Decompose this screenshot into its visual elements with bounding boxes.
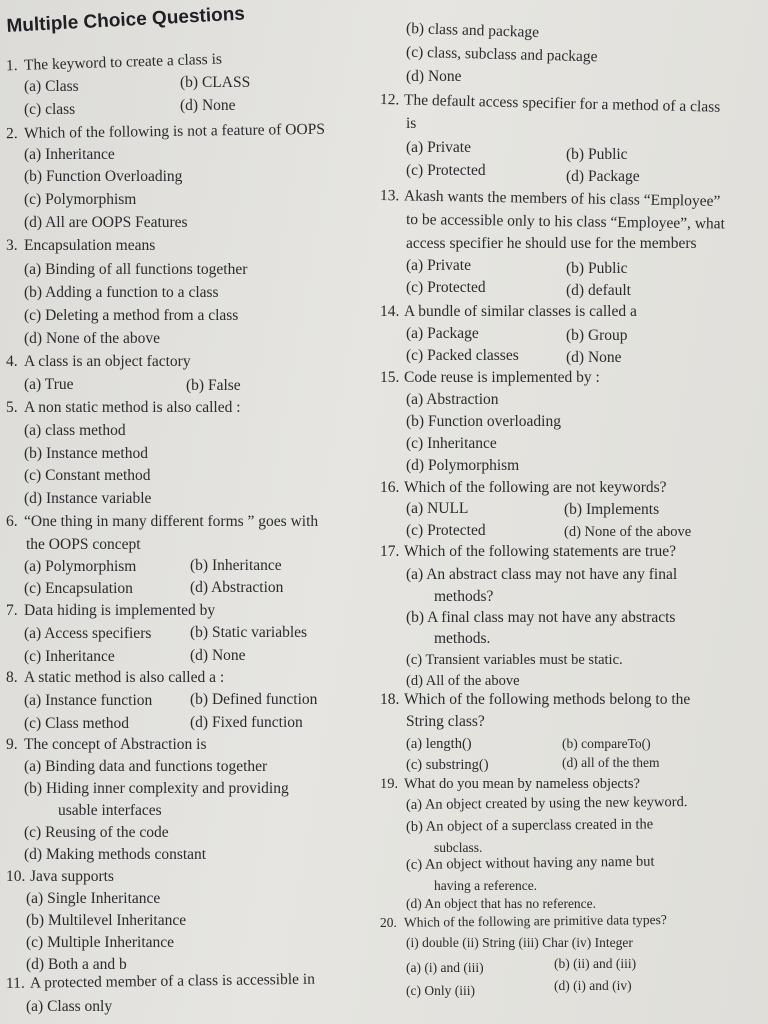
question-text: Java supports	[30, 868, 114, 885]
option-d: (d) None	[180, 97, 236, 114]
option-b: (b) Defined function	[190, 691, 318, 708]
question-6	[6, 511, 318, 533]
option-c: (c) Reusing of the code	[24, 824, 169, 841]
question-9	[6, 734, 207, 756]
question-text: “One thing in many different forms ” goes with	[24, 513, 319, 530]
question-16	[380, 477, 667, 499]
question-number: 19.	[380, 776, 399, 792]
option-a: (a) Single Inheritance	[26, 890, 161, 907]
option-b: (b) Public	[566, 260, 628, 277]
question-18	[380, 689, 690, 711]
question-text: A bundle of similar classes is called a	[404, 303, 637, 320]
option-d: (d) An object that has no reference.	[406, 896, 597, 911]
option-b: (b) A final class may not have any abstracts	[406, 609, 676, 626]
option-a: (a) An abstract class may not have any final	[406, 566, 678, 583]
question-number: 7.	[6, 602, 18, 619]
option-a: (a) True	[24, 376, 74, 393]
option-c: (c) Only (iii)	[406, 983, 475, 998]
option-c-continued: having a reference.	[434, 878, 538, 893]
option-a: (a) Abstraction	[406, 391, 499, 408]
q11-option-b: (b) class and package	[405, 19, 540, 42]
option-b-continued: subclass.	[434, 840, 483, 855]
option-b: (b) Implements	[564, 501, 660, 518]
q11-option-d: (d) None	[406, 68, 462, 85]
question-text: The keyword to create a class is	[23, 50, 223, 74]
question-number: 4.	[6, 353, 18, 370]
option-a: (a) (i) and (iii)	[406, 960, 484, 975]
question-number: 11.	[5, 974, 25, 992]
question-17	[380, 541, 676, 563]
option-c: (c) Class method	[24, 715, 130, 732]
option-c: (c) An object without having any name but	[405, 853, 655, 873]
option-a: (a) Polymorphism	[24, 558, 137, 575]
option-a: (a) Inheritance	[24, 146, 115, 163]
question-text: Akash wants the members of his class “Employee”	[403, 187, 721, 210]
option-b: (b) compareTo()	[562, 736, 651, 751]
question-number: 12.	[379, 91, 400, 109]
question-text: The concept of Abstraction is	[24, 736, 207, 753]
question-15	[380, 367, 600, 389]
option-a: (a) Binding of all functions together	[24, 261, 248, 278]
option-c: (c) Inheritance	[24, 648, 115, 665]
option-d: (d) None of the above	[24, 330, 161, 347]
question-number: 15.	[380, 369, 400, 386]
question-14	[380, 301, 637, 323]
option-a: (a) Package	[406, 325, 479, 342]
option-c: (c) Deleting a method from a class	[24, 307, 239, 324]
option-c: (c) Inheritance	[406, 435, 497, 452]
option-b: (b) Multilevel Inheritance	[26, 912, 187, 929]
question-number: 9.	[6, 736, 18, 753]
option-b: (b) Instance method	[24, 445, 148, 462]
option-c: (c) Packed classes	[406, 347, 519, 364]
question-number: 16.	[380, 479, 400, 496]
option-d: (d) Both a and b	[26, 956, 127, 973]
question-text: What do you mean by nameless objects?	[404, 776, 640, 792]
question-5	[6, 397, 241, 419]
option-b-continued: usable interfaces	[58, 802, 162, 819]
option-b: (b) CLASS	[180, 74, 251, 91]
option-d: (d) default	[566, 282, 631, 299]
option-c: (c) Polymorphism	[24, 191, 137, 208]
question-4	[6, 351, 191, 373]
option-a: (a) Access specifiers	[24, 625, 152, 642]
question-text: Which of the following statements are true?	[404, 543, 677, 560]
option-b: (b) Inheritance	[190, 557, 282, 574]
option-b: (b) Hiding inner complexity and providing	[24, 780, 289, 797]
question-number: 5.	[6, 399, 18, 416]
question-number: 3.	[6, 237, 18, 254]
question-text: Which of the following methods belong to the	[404, 691, 691, 708]
question-number: 14.	[380, 303, 400, 320]
option-a: (a) Class	[24, 78, 79, 95]
option-a: (a) class method	[24, 422, 126, 439]
question-text: A static method is also called a :	[24, 669, 225, 686]
question-text: Encapsulation means	[24, 237, 156, 254]
option-d: (d) All of the above	[406, 673, 520, 689]
q11-option-c: (c) class, subclass and package	[405, 43, 598, 66]
question-number: 10.	[6, 868, 26, 885]
question-number: 8.	[6, 669, 18, 686]
question-7	[6, 600, 215, 622]
question-text: The default access specifier for a method of a class	[403, 91, 721, 116]
option-d: (d) Polymorphism	[406, 457, 520, 474]
option-a: (a) Binding data and functions together	[24, 758, 268, 775]
question-number: 1.	[5, 57, 18, 75]
option-d: (d) Package	[566, 168, 640, 185]
option-c: (c) Protected	[406, 522, 486, 539]
option-b: (b) Function Overloading	[24, 168, 183, 185]
option-c: (c) Multiple Inheritance	[26, 934, 175, 951]
option-a: (a) length()	[406, 736, 472, 752]
question-text: Which of the following are primitive data types?	[403, 911, 667, 930]
question-text: A class is an object factory	[24, 353, 191, 370]
option-d: (d) None	[190, 647, 246, 664]
question-text: A non static method is also called :	[24, 399, 241, 416]
option-c: (c) substring()	[406, 757, 489, 773]
option-b: (b) Public	[566, 146, 628, 163]
question-number: 2.	[5, 125, 18, 143]
option-c: (c) class	[24, 101, 76, 118]
option-c: (c) Protected	[406, 279, 486, 296]
question-text: Data hiding is implemented by	[24, 602, 216, 619]
question-8	[6, 667, 224, 689]
option-c: (c) Protected	[406, 162, 486, 179]
option-d: (d) Instance variable	[24, 490, 152, 507]
question-3	[6, 235, 155, 257]
question-20	[380, 909, 667, 934]
option-d: (d) All are OOPS Features	[24, 214, 188, 231]
option-b: (b) Static variables	[190, 624, 308, 641]
option-a: (a) Instance function	[24, 692, 153, 709]
option-b: (b) Adding a function to a class	[24, 284, 219, 301]
question-2	[6, 119, 325, 145]
question-11	[6, 969, 315, 995]
option-d: (d) None	[566, 349, 622, 366]
question-number: 13.	[379, 187, 400, 205]
question-text: Code reuse is implemented by :	[404, 369, 600, 386]
option-c: (c) Transient variables must be static.	[406, 652, 623, 668]
option-d: (d) all of the them	[562, 755, 660, 770]
question-text: A protected member of a class is accessible in	[29, 970, 316, 992]
question-text-continued: to be accessible only to his class “Employee”, what	[405, 211, 726, 233]
question-text-continued: access specifier he should use for the members	[406, 235, 697, 252]
question-text: Which of the following are not keywords?	[404, 479, 667, 496]
question-10	[6, 866, 114, 888]
option-d: (d) Abstraction	[190, 579, 284, 596]
option-c: (c) Constant method	[24, 467, 151, 484]
option-b: (b) Function overloading	[406, 413, 561, 430]
option-d: (d) None of the above	[564, 524, 692, 540]
option-c: (c) Encapsulation	[24, 580, 133, 597]
option-b: (b) (ii) and (iii)	[554, 956, 637, 971]
option-a: (a) An object created by using the new keyword.	[405, 794, 688, 813]
option-d: (d) Fixed function	[190, 714, 303, 731]
option-a: (a) Class only	[26, 998, 113, 1015]
option-d: (d) (i) and (iv)	[554, 978, 632, 993]
question-12	[380, 89, 721, 119]
option-d: (d) Making methods constant	[24, 846, 207, 863]
question-text-continued: is	[406, 115, 417, 132]
question-text-continued: String class?	[406, 713, 485, 730]
question-text-continued: the OOPS concept	[26, 536, 141, 553]
question-number: 20.	[379, 914, 397, 930]
option-b: (b) Group	[566, 327, 628, 344]
option-b: (b) An object of a superclass created in the	[405, 816, 654, 835]
question-number: 6.	[6, 513, 18, 530]
question-text: Which of the following is not a feature of OOPS	[23, 120, 326, 142]
page-heading: Multiple Choice Questions	[6, 3, 246, 37]
option-a: (a) Private	[406, 257, 471, 274]
question-number: 18.	[380, 691, 400, 708]
option-a: (a) Private	[406, 139, 471, 156]
option-b-continued: methods.	[434, 630, 491, 647]
option-b: (b) False	[186, 377, 241, 394]
option-a: (a) NULL	[406, 500, 469, 517]
question-number: 17.	[380, 543, 400, 560]
option-a-continued: methods?	[434, 588, 494, 605]
question-text-continued: (i) double (ii) String (iii) Char (iv) Integer	[406, 935, 633, 950]
